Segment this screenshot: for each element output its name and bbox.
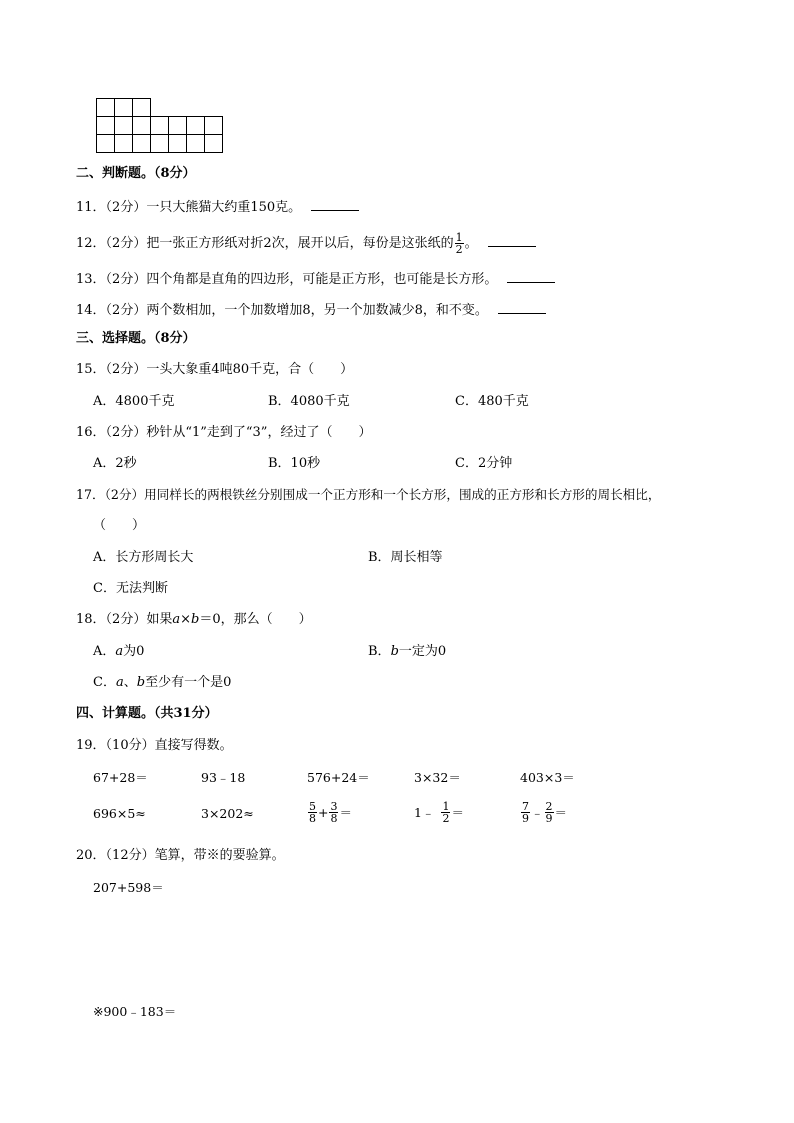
calc-fraction-one-minus-half: 1﹣ $\frac{1}{2}$ ＝ — [414, 800, 464, 825]
question-15-option-c[interactable]: C．480千克 — [455, 394, 529, 409]
grid-cell — [96, 98, 115, 117]
section-heading-choice: 三、选择题。（8分） — [76, 331, 196, 346]
grid-cell — [186, 134, 205, 153]
written-calc-item: 207+598＝ — [93, 880, 164, 895]
grid-cell — [168, 116, 187, 135]
question-19-stem: 19．（10分）直接写得数。 — [76, 738, 233, 753]
calc-item: 3×202≈ — [201, 806, 254, 821]
grid-cell — [132, 98, 151, 117]
calc-item: 67+28＝ — [93, 770, 148, 785]
question-16-option-a[interactable]: A．2秒 — [93, 456, 137, 471]
question-15-option-b[interactable]: B．4080千克 — [268, 394, 350, 409]
grid-cell — [150, 134, 169, 153]
fraction-one-half: $\frac{1}{2}$ — [455, 231, 463, 256]
grid-cell — [114, 116, 133, 135]
grid-cell — [114, 98, 133, 117]
grid-cell — [204, 116, 223, 135]
answer-blank[interactable] — [311, 198, 359, 211]
question-11: 11．（2分）一只大熊猫大约重150克。 — [76, 198, 359, 216]
grid-cell — [186, 116, 205, 135]
calc-item: 93﹣18 — [201, 770, 246, 785]
grid-cell — [132, 134, 151, 153]
question-18-stem: 18．（2分）如果a×b＝0，那么（ ） — [76, 612, 312, 627]
calc-item: 403×3＝ — [520, 770, 575, 785]
question-13: 13．（2分）四个角都是直角的四边形，可能是正方形，也可能是长方形。 — [76, 270, 555, 288]
calc-fraction-difference: $\frac{7}{9}$ ﹣ $\frac{2}{9}$ ＝ — [522, 800, 568, 825]
calc-fraction-sum: $\frac{5}{8}$ + $\frac{3}{8}$ ＝ — [309, 800, 352, 825]
grid-cell — [150, 116, 169, 135]
question-17-option-c[interactable]: C．无法判断 — [93, 581, 168, 596]
grid-cell — [168, 134, 187, 153]
calc-item: 696×5≈ — [93, 806, 146, 821]
written-calc-item: ※900﹣183＝ — [93, 1004, 177, 1019]
question-17-answer-paren: （ ） — [93, 518, 146, 533]
question-17-stem: 17．（2分）用同样长的两根铁丝分别围成一个正方形和一个长方形，围成的正方形和长方形的周长相比， — [76, 487, 661, 502]
calc-item: 576+24＝ — [307, 770, 370, 785]
question-14: 14．（2分）两个数相加，一个加数增加8，另一个加数减少8，和不变。 — [76, 301, 546, 319]
grid-cell — [96, 116, 115, 135]
answer-blank[interactable] — [498, 301, 546, 314]
section-heading-judgement: 二、判断题。（8分） — [76, 166, 196, 181]
question-16-stem: 16．（2分）秒针从“1”走到了“3”，经过了（ ） — [76, 425, 372, 440]
question-18-option-c[interactable]: C．a、b至少有一个是0 — [93, 675, 232, 690]
calc-item: 3×32＝ — [414, 770, 461, 785]
question-12: 12．（2分）把一张正方形纸对折2次，展开以后，每份是这张纸的 $\frac{1}{2}$ 。 — [76, 232, 536, 255]
question-17-option-a[interactable]: A．长方形周长大 — [93, 550, 194, 565]
question-18-option-a[interactable]: A．a为0 — [93, 644, 145, 659]
question-15-stem: 15．（2分）一头大象重4吨80千克，合（ ） — [76, 362, 354, 377]
answer-blank[interactable] — [507, 270, 555, 283]
section-heading-calculation: 四、计算题。（共31分） — [76, 706, 218, 721]
grid-cell — [132, 116, 151, 135]
answer-blank[interactable] — [488, 234, 536, 247]
question-17-option-b[interactable]: B．周长相等 — [368, 550, 443, 565]
grid-cell — [96, 134, 115, 153]
question-20-stem: 20．（12分）笔算，带※的要验算。 — [76, 848, 285, 863]
question-16-option-b[interactable]: B．10秒 — [268, 456, 321, 471]
grid-cell — [114, 134, 133, 153]
question-15-option-a[interactable]: A．4800千克 — [93, 394, 175, 409]
question-16-option-c[interactable]: C．2分钟 — [455, 456, 513, 471]
question-18-option-b[interactable]: B．b一定为0 — [368, 644, 447, 659]
grid-cell — [204, 134, 223, 153]
